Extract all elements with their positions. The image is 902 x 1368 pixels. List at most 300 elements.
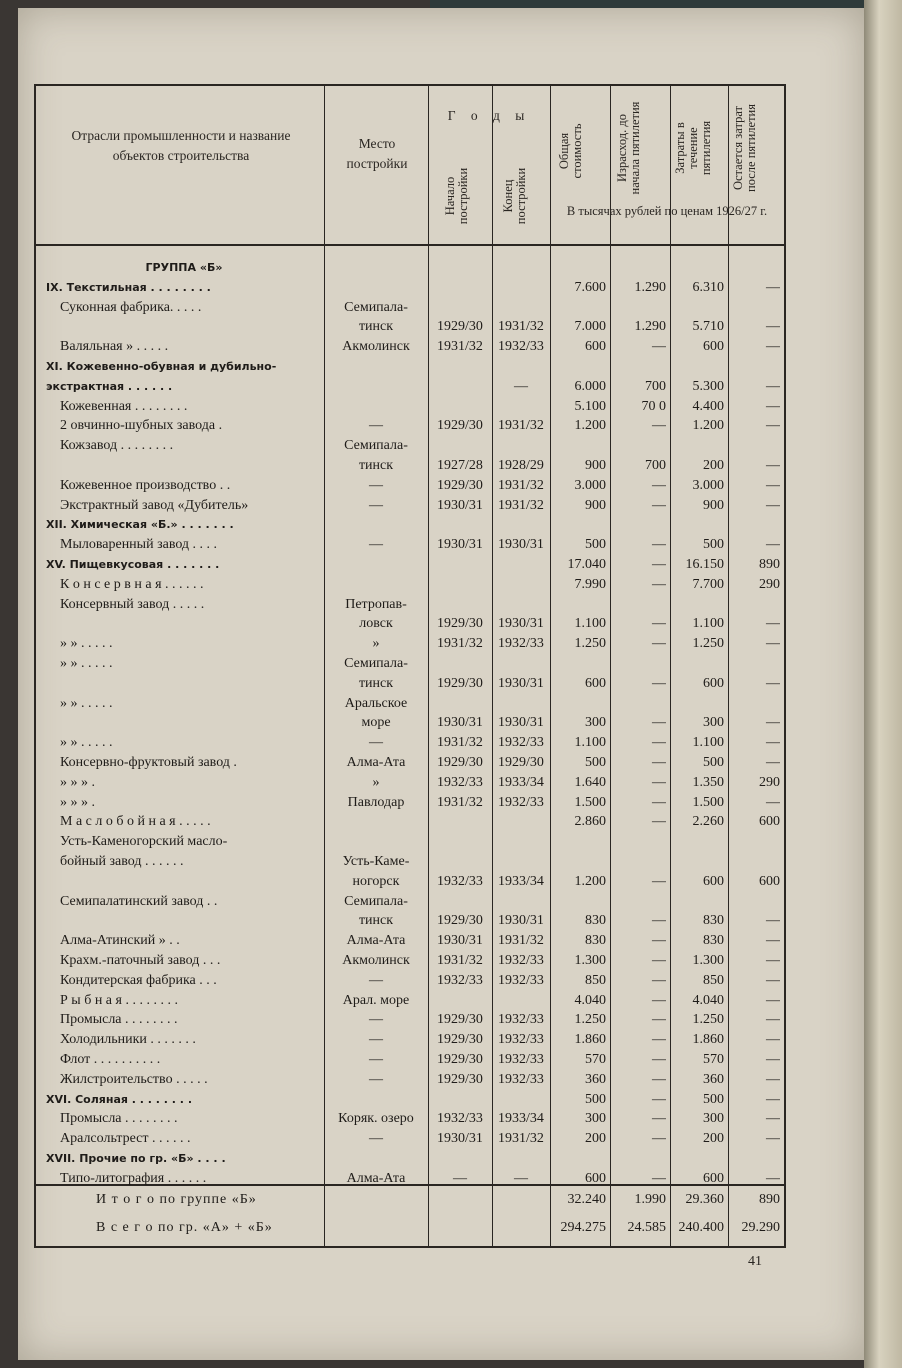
header-years: Г о д ы (447, 108, 531, 123)
row-33-during: 830 (703, 913, 724, 929)
row-43-total: 300 (585, 1111, 606, 1127)
row-44-place: — (369, 1131, 383, 1147)
row-3-total: 7.000 (574, 319, 606, 335)
row-6-end: — (514, 378, 528, 394)
row-32-name: Семипалатинский завод . . (60, 893, 218, 909)
row-27-before: — (652, 794, 666, 810)
header-branch: Отрасли промышленности и название объектов строительства (71, 128, 291, 163)
row-43-end: 1933/34 (498, 1111, 544, 1127)
row-34-place: Алма-Ата (346, 933, 406, 949)
row-9-place: Семипала- (344, 438, 408, 454)
row-14-total: 500 (585, 537, 606, 553)
row-22-name: » » . . . . . (60, 695, 113, 711)
row-37-name: Р ы б н а я . . . . . . . . (60, 992, 178, 1008)
row-34-after: — (766, 933, 780, 949)
row-6-during: 5.300 (692, 378, 724, 394)
row-19-name: » » . . . . . (60, 636, 113, 652)
row-12-start: 1930/31 (437, 497, 483, 513)
row-23-before: — (652, 715, 666, 731)
row-11-after: — (766, 477, 780, 493)
row-36-end: 1932/33 (498, 972, 544, 988)
row-24-end: 1932/33 (498, 735, 544, 751)
row-15-during: 16.150 (685, 557, 724, 572)
row-42-total: 500 (585, 1091, 606, 1107)
row-26-place: » (372, 774, 380, 790)
header-remaining: Остается затрат после пятилетия (731, 104, 758, 192)
row-41-after: — (766, 1071, 780, 1087)
row-30-place: Усть-Каме- (342, 854, 410, 869)
row-26-end: 1933/34 (498, 774, 544, 790)
row-13-name: XII. Химическая «Б.» . . . . . . . (46, 518, 234, 532)
row-6-after: — (766, 378, 780, 394)
row-37-total: 4.040 (574, 992, 606, 1008)
row-8-name: 2 овчинно-шубных завода . (60, 418, 223, 434)
row-25-before: — (652, 755, 666, 770)
row-3-place: тинск (358, 319, 394, 335)
row-26-after: 290 (759, 774, 780, 790)
row-8-start: 1929/30 (437, 418, 483, 434)
row-44-after: — (766, 1131, 780, 1147)
row-41-end: 1932/33 (498, 1071, 544, 1087)
row-41-start: 1929/30 (437, 1071, 483, 1087)
row-11-during: 3.000 (692, 477, 724, 493)
header-spent-before: Израсход. до начала пятилетия (615, 101, 642, 195)
row-8-place: — (369, 418, 383, 434)
row-27-place: Павлодар (347, 794, 405, 810)
row-1-name: IX. Текстильная . . . . . . . . (46, 280, 211, 294)
row-39-during: 1.860 (692, 1032, 724, 1048)
row-35-before: — (652, 953, 666, 968)
row-34-name: Алма-Атинский » . . (60, 933, 180, 949)
row-25-place: Алма-Ата (346, 755, 406, 770)
row-25-name: Консервно-фруктовый завод . (60, 755, 237, 770)
row-38-end: 1932/33 (498, 1012, 544, 1028)
row-11-place: — (369, 477, 383, 493)
row-21-after: — (766, 675, 780, 691)
row-10-total: 900 (585, 458, 606, 473)
row-27-end: 1932/33 (498, 794, 544, 810)
row-6-name: экстрактная . . . . . . (46, 379, 173, 393)
row-38-name: Промысла . . . . . . . . (60, 1012, 178, 1028)
row-24-name: » » . . . . . (60, 735, 113, 751)
row-39-place: — (369, 1032, 383, 1048)
row-12-place: — (369, 497, 383, 513)
row-21-during: 600 (703, 675, 724, 691)
total-1-during: 240.400 (678, 1220, 724, 1235)
row-34-total: 830 (585, 933, 606, 949)
row-24-total: 1.100 (574, 735, 606, 751)
row-25-total: 500 (585, 755, 606, 770)
row-33-end: 1930/31 (498, 913, 544, 929)
row-31-after: 600 (759, 873, 780, 889)
row-34-during: 830 (703, 933, 724, 949)
row-44-during: 200 (703, 1131, 724, 1147)
row-46-end: — (514, 1170, 528, 1186)
row-12-before: — (652, 497, 666, 513)
row-35-total: 1.300 (574, 953, 606, 968)
row-37-place: Арал. море (342, 992, 410, 1008)
row-41-place: — (369, 1071, 383, 1087)
row-26-start: 1932/33 (437, 774, 483, 790)
row-20-place: Семипала- (344, 656, 408, 671)
row-25-end: 1929/30 (498, 755, 544, 770)
row-7-name: Кожевенная . . . . . . . . (60, 398, 188, 414)
total-1-after: 29.290 (741, 1220, 780, 1235)
col-divider (610, 86, 611, 1246)
row-26-before: — (652, 774, 666, 790)
row-19-before: — (652, 636, 666, 652)
row-15-before: — (652, 557, 666, 572)
row-36-start: 1932/33 (437, 972, 483, 988)
row-40-after: — (766, 1052, 780, 1067)
row-29-name: Усть-Каменогорский масло- (60, 834, 228, 850)
row-24-before: — (652, 735, 666, 751)
total-0-name: И т о г о по группе «Б» (96, 1192, 257, 1207)
row-11-name: Кожевенное производство . . (60, 477, 231, 493)
row-4-after: — (766, 339, 780, 355)
row-39-total: 1.860 (574, 1032, 606, 1048)
row-38-before: — (652, 1012, 666, 1028)
header-total-cost: Общая стоимость (557, 123, 584, 179)
row-39-start: 1929/30 (437, 1032, 483, 1048)
row-32-place: Семипала- (344, 893, 408, 909)
row-3-during: 5.710 (692, 319, 724, 335)
row-41-total: 360 (585, 1071, 606, 1087)
row-10-before: 700 (645, 458, 666, 473)
header-divider (36, 244, 784, 246)
row-42-during: 500 (703, 1091, 724, 1107)
row-4-start: 1931/32 (437, 339, 483, 355)
row-23-place: море (361, 715, 391, 731)
row-24-after: — (766, 735, 780, 751)
row-39-after: — (766, 1032, 780, 1048)
row-16-name: К о н с е р в н а я . . . . . . (60, 576, 204, 592)
row-43-name: Промысла . . . . . . . . (60, 1111, 178, 1127)
col-divider (728, 86, 729, 1246)
row-40-start: 1929/30 (437, 1052, 483, 1067)
row-4-end: 1932/33 (498, 339, 544, 355)
row-42-before: — (652, 1091, 666, 1107)
row-44-end: 1931/32 (498, 1131, 544, 1147)
row-27-after: — (766, 794, 780, 810)
row-43-after: — (766, 1111, 780, 1127)
row-3-before: 1.290 (634, 319, 666, 335)
row-18-start: 1929/30 (437, 616, 483, 632)
row-7-during: 4.400 (692, 398, 724, 414)
row-46-total: 600 (585, 1170, 606, 1186)
row-15-total: 17.040 (567, 557, 606, 572)
row-4-name: Валяльная » . . . . . (60, 339, 169, 355)
row-21-before: — (652, 675, 666, 691)
row-11-end: 1931/32 (498, 477, 544, 493)
row-46-before: — (652, 1170, 666, 1186)
row-10-after: — (766, 458, 780, 473)
row-20-name: » » . . . . . (60, 656, 113, 671)
row-44-start: 1930/31 (437, 1131, 483, 1147)
row-35-start: 1931/32 (437, 953, 483, 968)
row-4-before: — (652, 339, 666, 355)
row-14-place: — (369, 537, 383, 553)
row-46-start: — (453, 1170, 467, 1186)
header-spent-during: Затраты в течение пятилетия (673, 120, 713, 176)
row-31-start: 1932/33 (437, 873, 483, 889)
row-12-total: 900 (585, 497, 606, 513)
row-24-start: 1931/32 (437, 735, 483, 751)
total-1-before: 24.585 (627, 1220, 666, 1235)
row-8-during: 1.200 (692, 418, 724, 434)
row-41-during: 360 (703, 1071, 724, 1087)
row-44-before: — (652, 1131, 666, 1147)
row-36-place: — (369, 972, 383, 988)
row-19-start: 1931/32 (437, 636, 483, 652)
row-41-name: Жилстроительство . . . . . (60, 1071, 208, 1087)
row-26-during: 1.350 (692, 774, 724, 790)
row-15-after: 890 (759, 557, 780, 572)
row-19-end: 1932/33 (498, 636, 544, 652)
row-18-end: 1930/31 (498, 616, 544, 632)
row-44-total: 200 (585, 1131, 606, 1147)
row-14-start: 1930/31 (437, 537, 483, 553)
row-1-after: — (766, 279, 780, 295)
row-28-after: 600 (759, 814, 780, 830)
total-0-after: 890 (759, 1192, 780, 1207)
row-26-total: 1.640 (574, 774, 606, 790)
row-23-total: 300 (585, 715, 606, 731)
row-30-name: бойный завод . . . . . . (60, 854, 184, 869)
row-12-end: 1931/32 (498, 497, 544, 513)
row-34-start: 1930/31 (437, 933, 483, 949)
row-31-during: 600 (703, 873, 724, 889)
row-12-during: 900 (703, 497, 724, 513)
row-19-place: » (372, 636, 380, 652)
row-6-before: 700 (645, 378, 666, 394)
row-23-end: 1930/31 (498, 715, 544, 731)
row-10-place: тинск (358, 458, 394, 473)
row-4-total: 600 (585, 339, 606, 355)
row-18-during: 1.100 (692, 616, 724, 632)
row-11-before: — (652, 477, 666, 493)
row-5-name: XI. Кожевенно-обувная и дубильно- (46, 360, 277, 373)
row-21-place: тинск (358, 675, 394, 691)
row-42-name: XVI. Соляная . . . . . . . . (46, 1092, 192, 1106)
row-42-after: — (766, 1091, 780, 1107)
header-end: Конец постройки (501, 167, 528, 225)
investment-table (34, 84, 786, 1248)
row-15-name: XV. Пищевкусовая . . . . . . . (46, 558, 220, 571)
row-46-name: Типо-литография . . . . . . (60, 1170, 207, 1186)
row-16-after: 290 (759, 576, 780, 592)
page-number: 41 (748, 1254, 762, 1269)
row-25-during: 500 (703, 755, 724, 770)
col-divider (670, 86, 671, 1246)
row-40-place: — (369, 1052, 383, 1067)
row-28-before: — (652, 814, 666, 830)
row-40-total: 570 (585, 1052, 606, 1067)
row-22-place: Аральское (344, 695, 408, 711)
row-19-during: 1.250 (692, 636, 724, 652)
row-21-start: 1929/30 (437, 675, 483, 691)
col-divider (492, 86, 493, 1246)
header-start: Начало постройки (443, 167, 470, 225)
row-4-during: 600 (703, 339, 724, 355)
row-33-before: — (652, 913, 666, 929)
row-33-start: 1929/30 (437, 913, 483, 929)
row-25-start: 1929/30 (437, 755, 483, 770)
total-0-total: 32.240 (567, 1192, 606, 1207)
row-40-end: 1932/33 (498, 1052, 544, 1067)
row-43-start: 1932/33 (437, 1111, 483, 1127)
row-7-total: 5.100 (574, 398, 606, 414)
row-34-end: 1931/32 (498, 933, 544, 949)
row-18-place: ловск (359, 616, 393, 632)
row-41-before: — (652, 1071, 666, 1087)
row-11-start: 1929/30 (437, 477, 483, 493)
row-35-name: Крахм.-паточный завод . . . (60, 953, 221, 968)
row-27-total: 1.500 (574, 794, 606, 810)
row-25-after: — (766, 755, 780, 770)
row-3-after: — (766, 319, 780, 335)
total-0-during: 29.360 (685, 1192, 724, 1207)
row-36-during: 850 (703, 972, 724, 988)
row-39-before: — (652, 1032, 666, 1048)
row-36-before: — (652, 972, 666, 988)
row-40-before: — (652, 1052, 666, 1067)
row-28-name: М а с л о б о й н а я . . . . . (60, 814, 211, 830)
row-7-before: 70 0 (641, 398, 666, 414)
row-38-during: 1.250 (692, 1012, 724, 1028)
row-28-during: 2.260 (692, 814, 724, 830)
row-8-after: — (766, 418, 780, 434)
row-31-end: 1933/34 (498, 873, 544, 889)
row-45-name: XVII. Прочие по гр. «Б» . . . . (46, 1152, 226, 1165)
row-10-during: 200 (703, 458, 724, 473)
row-31-before: — (652, 873, 666, 889)
row-4-place: Акмолинск (342, 339, 410, 355)
row-43-during: 300 (703, 1111, 724, 1127)
row-16-before: — (652, 576, 666, 592)
row-24-during: 1.100 (692, 735, 724, 751)
row-3-start: 1929/30 (437, 319, 483, 335)
row-19-total: 1.250 (574, 636, 606, 652)
row-39-name: Холодильники . . . . . . . (60, 1032, 196, 1048)
col-divider (428, 86, 429, 1246)
row-14-before: — (652, 537, 666, 553)
row-0-name: ГРУППА «Б» (145, 261, 223, 274)
row-37-before: — (652, 992, 666, 1008)
total-0-before: 1.990 (634, 1192, 666, 1207)
row-38-after: — (766, 1012, 780, 1028)
row-24-place: — (369, 735, 383, 751)
row-44-name: Аралсольтрест . . . . . . (60, 1131, 191, 1147)
row-12-name: Экстрактный завод «Дубитель» (60, 497, 249, 513)
book-binding (864, 0, 902, 1368)
row-16-total: 7.990 (574, 576, 606, 592)
row-36-name: Кондитерская фабрика . . . (60, 972, 217, 988)
row-14-name: Мыловаренный завод . . . . (60, 537, 218, 553)
row-27-during: 1.500 (692, 794, 724, 810)
row-11-total: 3.000 (574, 477, 606, 493)
row-38-place: — (369, 1012, 383, 1028)
row-17-name: Консервный завод . . . . . (60, 596, 205, 612)
row-38-start: 1929/30 (437, 1012, 483, 1028)
row-33-total: 830 (585, 913, 606, 929)
row-23-after: — (766, 715, 780, 731)
col-divider (550, 86, 551, 1246)
row-40-during: 570 (703, 1052, 724, 1067)
row-17-place: Петропав- (345, 596, 407, 612)
row-35-during: 1.300 (692, 953, 724, 968)
row-8-total: 1.200 (574, 418, 606, 434)
row-7-after: — (766, 398, 780, 414)
row-23-during: 300 (703, 715, 724, 731)
row-28-total: 2.860 (574, 814, 606, 830)
row-39-end: 1932/33 (498, 1032, 544, 1048)
row-46-place: Алма-Ата (346, 1170, 406, 1186)
row-14-end: 1930/31 (498, 537, 544, 553)
row-36-after: — (766, 972, 780, 988)
row-18-total: 1.100 (574, 616, 606, 632)
total-1-total: 294.275 (560, 1220, 606, 1235)
row-43-place: Коряк. озеро (338, 1111, 414, 1127)
row-10-end: 1928/29 (498, 458, 544, 473)
header-place: Место постройки (346, 136, 408, 171)
row-38-total: 1.250 (574, 1012, 606, 1028)
row-35-end: 1932/33 (498, 953, 544, 968)
row-43-before: — (652, 1111, 666, 1127)
row-46-during: 600 (703, 1170, 724, 1186)
row-37-during: 4.040 (692, 992, 724, 1008)
header-units: В тысячах рублей по ценам 1926/27 г. (566, 204, 768, 218)
row-1-before: 1.290 (634, 279, 666, 295)
row-27-name: » » » . (60, 794, 95, 810)
row-31-total: 1.200 (574, 873, 606, 889)
row-18-after: — (766, 616, 780, 632)
row-2-name: Суконная фабрика. . . . . (60, 299, 202, 315)
row-34-before: — (652, 933, 666, 949)
row-12-after: — (766, 497, 780, 513)
row-21-total: 600 (585, 675, 606, 691)
row-27-start: 1931/32 (437, 794, 483, 810)
row-8-before: — (652, 418, 666, 434)
row-35-place: Акмолинск (342, 953, 410, 968)
row-37-after: — (766, 992, 780, 1008)
row-1-during: 6.310 (692, 279, 724, 295)
row-36-total: 850 (585, 972, 606, 988)
row-21-end: 1930/31 (498, 675, 544, 691)
row-1-total: 7.600 (574, 279, 606, 295)
row-16-during: 7.700 (692, 576, 724, 592)
row-33-place: тинск (358, 913, 394, 929)
row-46-after: — (766, 1170, 780, 1186)
row-33-after: — (766, 913, 780, 929)
row-19-after: — (766, 636, 780, 652)
row-35-after: — (766, 953, 780, 968)
row-26-name: » » » . (60, 774, 95, 790)
row-23-start: 1930/31 (437, 715, 483, 731)
row-18-before: — (652, 616, 666, 632)
row-31-place: ногорск (352, 873, 400, 889)
row-10-start: 1927/28 (437, 458, 483, 473)
row-2-place: Семипала- (344, 299, 408, 315)
row-40-name: Флот . . . . . . . . . . (60, 1052, 161, 1067)
total-1-name: В с е г о по гр. «А» + «Б» (96, 1220, 273, 1235)
row-14-after: — (766, 537, 780, 553)
row-8-end: 1931/32 (498, 418, 544, 434)
row-14-during: 500 (703, 537, 724, 553)
row-3-end: 1931/32 (498, 319, 544, 335)
row-9-name: Кожзавод . . . . . . . . (60, 438, 174, 454)
row-6-total: 6.000 (574, 378, 606, 394)
